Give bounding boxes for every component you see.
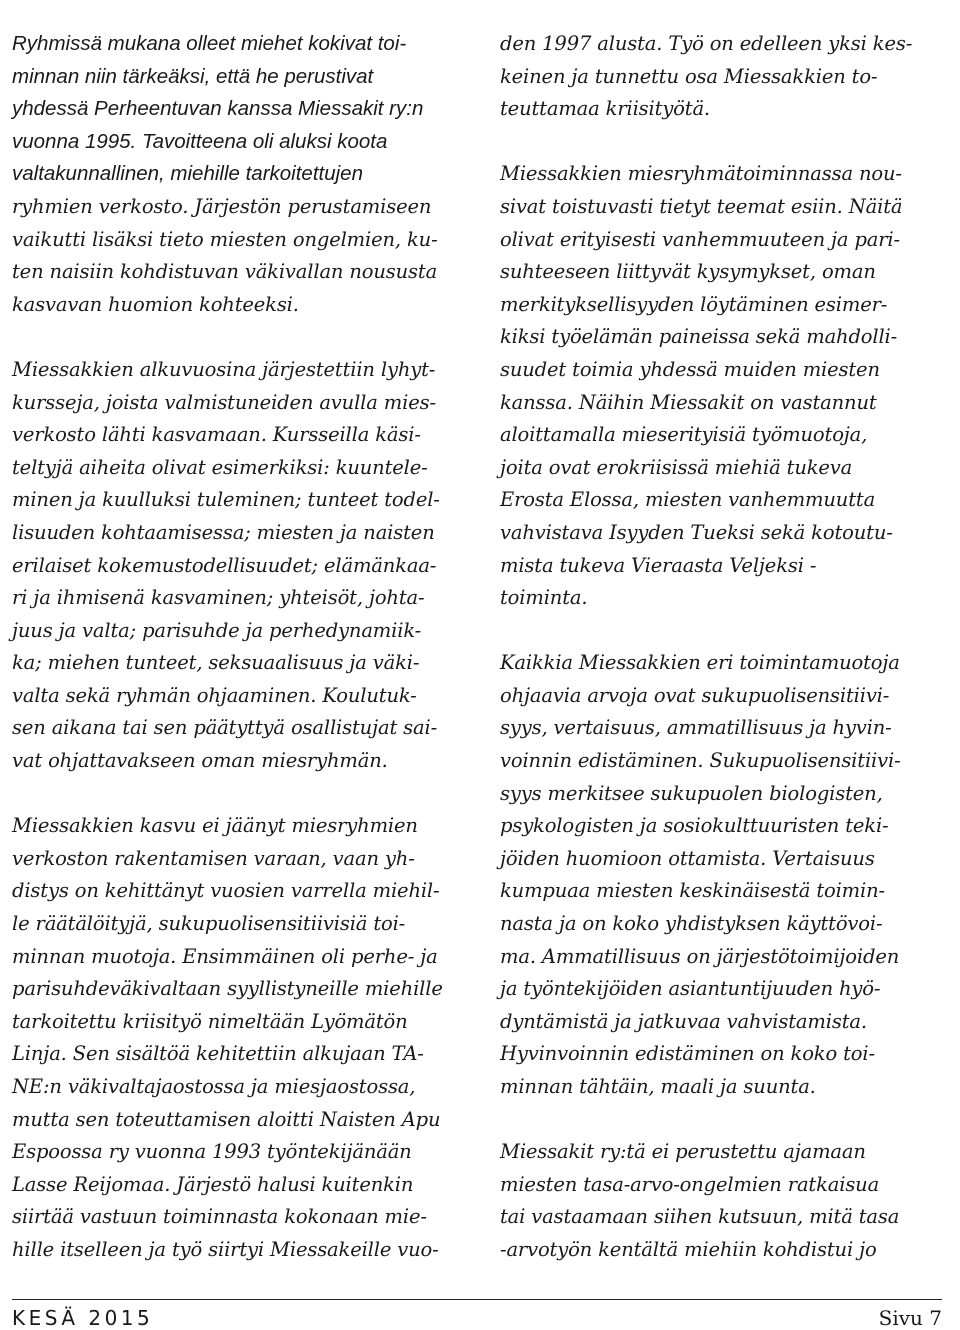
text-line: suudet toimia yhdessä muiden miesten <box>500 357 880 381</box>
text-line: sivat toistuvasti tietyt teemat esiin. Näitä <box>500 194 903 218</box>
text-line: minnan muotoja. Ensimmäinen oli perhe- ja <box>12 944 438 968</box>
text-line: minnan tähtäin, maali ja suunta. <box>500 1075 816 1098</box>
paragraph-gap <box>500 1104 940 1137</box>
paragraph-gap <box>12 778 468 811</box>
text-line: minnan niin tärkeäksi, että he perustivat <box>12 64 374 88</box>
text-line: ten naisiin kohdistuvan väkivallan noususta <box>12 260 438 284</box>
page-footer <box>12 1299 942 1330</box>
text-line: kumpuaa miesten keskinäisestä toimin- <box>500 879 885 903</box>
text-line: kanssa. Näihin Miessakit on vastannut <box>500 390 877 414</box>
text-line: ma. Ammatillisuus on järjestötoimijoiden <box>500 944 900 968</box>
right-column <box>500 28 940 1267</box>
text-line: suhteeseen liittyvät kysymykset, oman <box>500 260 876 284</box>
text-line: mista tukeva Vieraasta Veljeksi - <box>500 553 817 577</box>
text-line: vahvistava Isyyden Tueksi sekä kotoutu- <box>500 520 893 544</box>
text-line: -arvotyön kentältä miehiin kohdistui jo <box>500 1237 877 1261</box>
text-line: Miessakit ry:tä ei perustettu ajamaan <box>500 1140 866 1164</box>
paragraph-gap <box>500 126 940 159</box>
text-line: distys on kehittänyt vuosien varrella miehil- <box>12 879 440 903</box>
text-line: den 1997 alusta. Työ on edelleen yksi kes- <box>500 32 913 55</box>
text-line: jöiden huomioon ottamista. Vertaisuus <box>500 846 875 870</box>
text-line: tai vastaamaan siihen kutsuun, mitä tasa <box>500 1205 900 1229</box>
issue-label: KESÄ 2015 <box>12 1306 154 1330</box>
text-line: ri ja ihmisenä kasvaminen; yhteisöt, johta- <box>12 586 425 610</box>
text-line: ja työntekijöiden asiantuntijuuden hyö- <box>500 977 881 1001</box>
text-line: kiksi työelämän paineissa sekä mahdolli- <box>500 325 898 349</box>
text-line: siirtää vastuun toiminnasta kokonaan mie- <box>12 1205 427 1229</box>
text-line: vuonna 1995. Tavoitteena oli aluksi koota <box>12 129 388 153</box>
text-line: parisuhdeväkivaltaan syyllistyneille miehille <box>12 977 443 1001</box>
text-line: kasvavan huomion kohteeksi. <box>12 292 299 316</box>
text-line: hille itselleen ja työ siirtyi Miessakeille vuo- <box>12 1237 439 1261</box>
text-line: syys merkitsee sukupuolen biologisten, <box>500 781 883 805</box>
text-line: Espoossa ry vuonna 1993 työntekijänään <box>12 1140 412 1164</box>
text-line: keinen ja tunnettu osa Miessakkien to- <box>500 64 878 88</box>
text-line: aloittamalla mieserityisiä työmuotoja, <box>500 423 868 447</box>
text-line: ka; miehen tunteet, seksuaalisuus ja väki- <box>12 651 420 675</box>
text-line: voinnin edistäminen. Sukupuolisensitiivi- <box>500 749 901 773</box>
text-line: NE:n väkivaltajaostossa ja miesjaostossa, <box>12 1075 416 1098</box>
text-line: sen aikana tai sen päätyttyä osallistujat sai- <box>12 716 438 740</box>
text-line: lisuuden kohtaamisessa; miesten ja naisten <box>12 520 435 544</box>
text-line: Miessakkien kasvu ei jäänyt miesryhmien <box>12 814 418 838</box>
text-line: mutta sen toteuttamisen aloitti Naisten Apu <box>12 1107 441 1131</box>
text-line: minen ja kuulluksi tuleminen; tunteet todel- <box>12 488 440 512</box>
text-line: olivat erityisesti vanhemmuuteen ja pari- <box>500 227 900 251</box>
text-line: valta sekä ryhmän ohjaaminen. Koulutuk- <box>12 683 417 707</box>
text-line: erilaiset kokemustodellisuudet; elämänkaa- <box>12 553 437 577</box>
text-line: teuttamaa kriisityötä. <box>500 97 710 121</box>
text-line: yhdessä Perheentuvan kanssa Miessakit ry:n <box>12 97 424 121</box>
text-line: le räätälöityjä, sukupuolisensitiivisiä toi- <box>12 912 406 936</box>
text-line: vat ohjattavakseen oman miesryhmän. <box>12 749 388 773</box>
text-line: Linja. Sen sisältöä kehitettiin alkujaan TA- <box>12 1042 424 1066</box>
text-line: kursseja, joista valmistuneiden avulla mies- <box>12 390 436 414</box>
text-line: Miessakkien alkuvuosina järjestettiin lyhyt- <box>12 357 436 381</box>
text-line: verkosto lähti kasvamaan. Kursseilla käsi- <box>12 423 421 447</box>
text-line: toiminta. <box>500 586 588 610</box>
text-line: teltyjä aiheita olivat esimerkiksi: kuuntele- <box>12 455 428 479</box>
text-line: Kaikkia Miessakkien eri toimintamuotoja <box>500 651 900 675</box>
text-line: vaikutti lisäksi tieto miesten ongelmien, ku- <box>12 227 438 251</box>
text-line: valtakunnallinen, miehille tarkoitettujen <box>12 162 363 186</box>
text-line: Ryhmissä mukana olleet miehet kokivat toi- <box>12 32 407 55</box>
text-line: ryhmien verkosto. Järjestön perustamiseen <box>12 194 432 218</box>
text-line: tarkoitettu kriisityö nimeltään Lyömätön <box>12 1009 408 1033</box>
text-line: Hyvinvoinnin edistäminen on koko toi- <box>500 1042 875 1066</box>
text-line: psykologisten ja sosiokulttuuristen teki- <box>500 814 889 838</box>
text-line: juus ja valta; parisuhde ja perhedynamiik- <box>12 618 422 642</box>
paragraph-gap <box>12 321 468 354</box>
text-line: verkoston rakentamisen varaan, vaan yh- <box>12 846 415 870</box>
text-line: syys, vertaisuus, ammatillisuus ja hyvin- <box>500 716 892 740</box>
text-line: ohjaavia arvoja ovat sukupuolisensitiivi- <box>500 683 890 707</box>
text-line: miesten tasa-arvo-ongelmien ratkaisua <box>500 1172 880 1196</box>
left-column <box>12 28 468 1267</box>
page-number: Sivu 7 <box>878 1306 942 1330</box>
text-line: Erosta Elossa, miesten vanhemmuutta <box>500 488 876 512</box>
text-line: joita ovat erokriisissä miehiä tukeva <box>500 455 853 479</box>
text-line: dyntämistä ja jatkuvaa vahvistamista. <box>500 1009 867 1033</box>
text-line: Miessakkien miesryhmätoiminnassa nou- <box>500 162 902 186</box>
text-line: nasta ja on koko yhdistyksen käyttövoi- <box>500 912 883 936</box>
text-line: Lasse Reijomaa. Järjestö halusi kuitenkin <box>12 1172 414 1196</box>
paragraph-gap <box>500 615 940 648</box>
text-line: merkityksellisyyden löytäminen esimer- <box>500 292 888 316</box>
